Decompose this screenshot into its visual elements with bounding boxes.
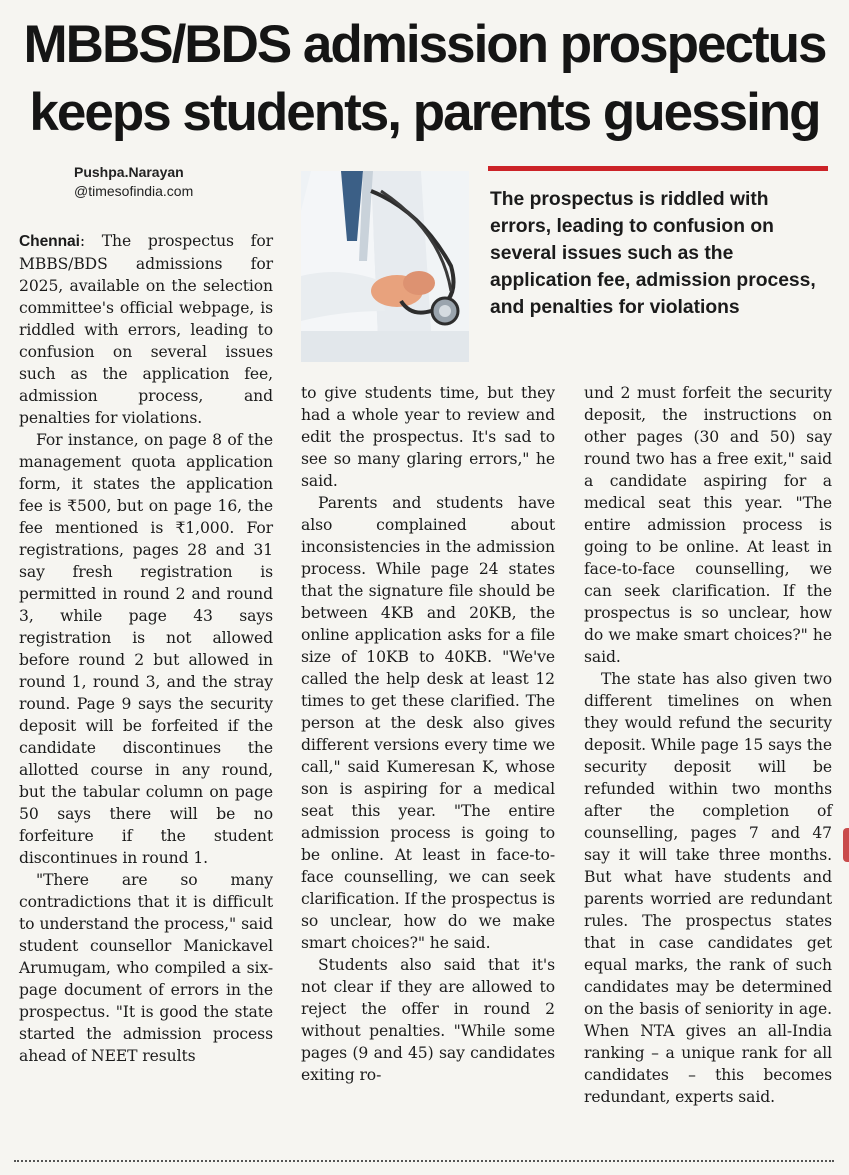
dateline: Chennai	[19, 233, 80, 250]
paragraph-text: : The prospectus for MBBS/BDS admissions for 2025, available on the selection committee's official webpage, is riddled with errors, leading to confusion on several issues such as the application fee, admission process, and penalties for violations.	[19, 232, 273, 427]
bottom-dotted-divider	[14, 1160, 834, 1162]
article-paragraph: Parents and students have also complained about inconsistencies in the admission process. While page 24 states that the signature file should be between 4KB and 20KB, the online application asks for a file size of 10KB to 40KB. "We've called the help desk at least 12 times to get these clarified. The person at the desk also gives different versions every time we call," said Kumeresan K, whose son is aspiring for a medical seat this year. "The entire admission process is going to be online. At least in face-to-face counselling, we can seek clarification. If the prospectus is so unclear, how do we make smart choices?" he said.	[301, 494, 555, 952]
doctor-stethoscope-illustration	[301, 171, 469, 362]
article-column-1	[19, 230, 273, 1067]
headline-line-2: keeps students, parents guessing	[29, 83, 820, 142]
page-edge-marker	[843, 828, 849, 862]
article-paragraph: "There are so many contradictions that it is difficult to understand the process," said student counsellor Manickavel Arumugam, who compiled a six-page document of errors in the prospectus. "It is good the state started the admission process ahead of NEET results	[19, 871, 273, 1065]
article-paragraph	[19, 230, 273, 429]
article-column-2	[301, 382, 555, 1086]
byline-author: Pushpa.Narayan	[74, 164, 184, 180]
byline	[74, 163, 193, 201]
byline-handle: @timesofindia.com	[74, 183, 194, 199]
headline-line-1: MBBS/BDS admission prospectus	[23, 15, 826, 74]
article-photo	[301, 171, 469, 362]
article-paragraph: und 2 must forfeit the security deposit, the instructions on other pages (30 and 50) say round two has a free exit," said a candidate aspiring for a medical seat this year. "The entire admission process is going to be online. At least in face-to-face counselling, we can seek clarification. If the prospectus is so unclear, how do we make smart choices?" he said.	[584, 384, 832, 666]
pullquote: The prospectus is riddled with errors, leading to confusion on several issues such as the application fee, admission process, and penalties for violations	[490, 189, 816, 318]
pullquote-red-rule	[488, 166, 828, 171]
article-paragraph: The state has also given two different timelines on when they would refund the security deposit. While page 15 says the security deposit will be refunded within two months after the completion of counselling, pages 7 and 47 say it will take three months. But what have students and parents worried are redundant rules. The prospectus states that in case candidates get equal marks, the rank of such candidates may be determined on the basis of seniority in age. When NTA gives an all-India ranking – a unique rank for all candidates – this becomes redundant, experts said.	[584, 670, 832, 1106]
article-column-3	[584, 382, 832, 1108]
article-paragraph: to give students time, but they had a whole year to review and edit the prospectus. It's sad to see so many glaring errors," he said.	[301, 384, 555, 490]
article-paragraph: For instance, on page 8 of the management quota application form, it states the application fee is ₹500, but on page 16, the fee mentioned is ₹1,000. For registrations, pages 28 and 31 say fresh registration is permitted in round 2 and round 3, while page 43 says registration is not allowed before round 2 but allowed in round 1, round 3, and the stray round. Page 9 says the security deposit will be forfeited if the candidate discontinues the allotted course in any round, but the tabular column on page 50 says there will be no forfeiture if the student discontinues in round 1.	[19, 431, 273, 867]
article-paragraph: Students also said that it's not clear if they are allowed to reject the offer in round 2 without penalties. "While some pages (9 and 45) say candidates exiting ro-	[301, 956, 555, 1084]
